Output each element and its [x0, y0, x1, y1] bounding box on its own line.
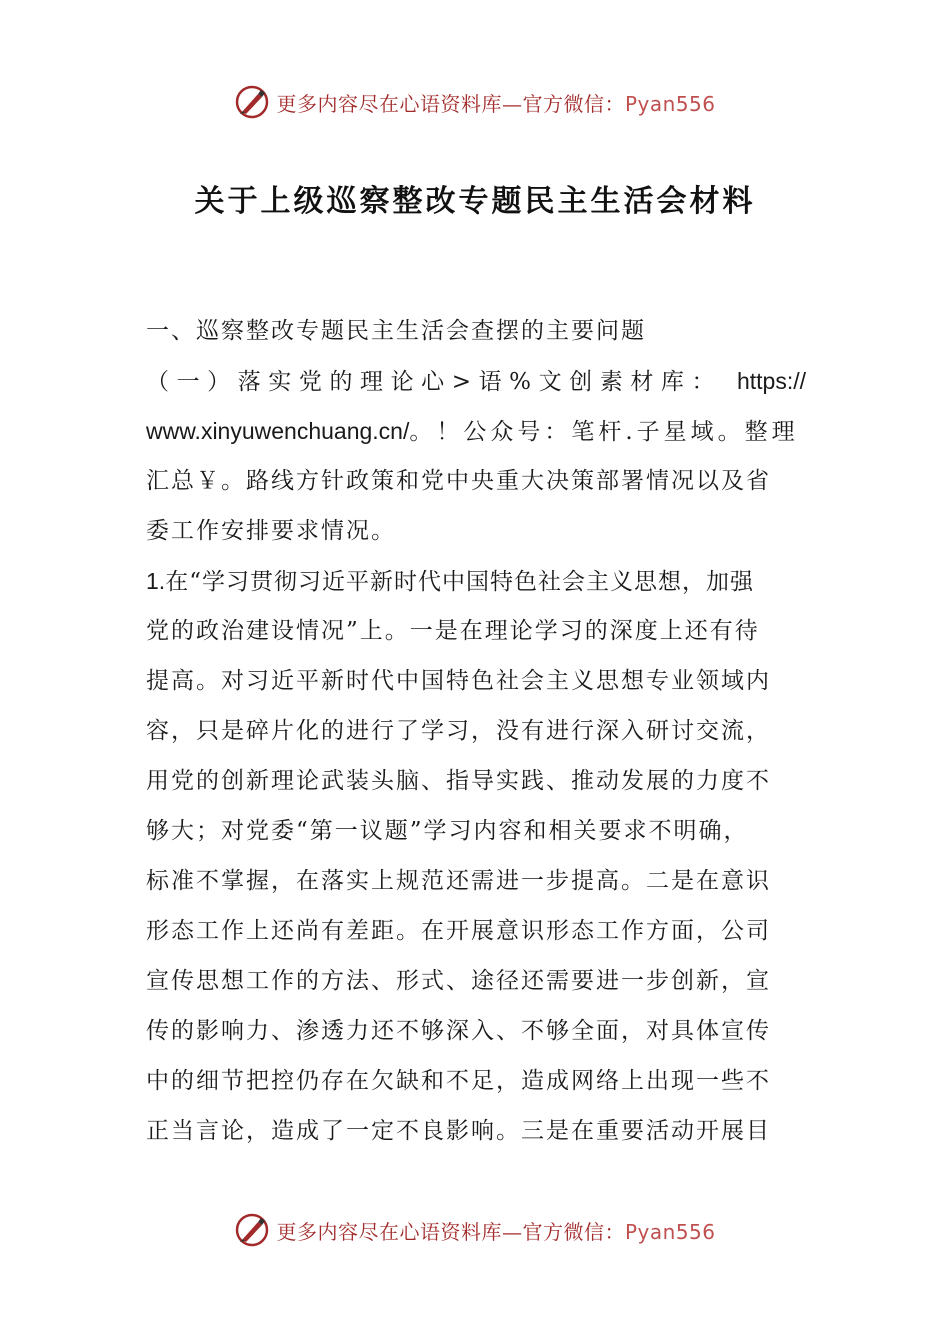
- header-banner-text: [276, 88, 715, 117]
- paragraph-line: 标准不掌握，在落实上规范还需进一步提高。二是在意识: [146, 868, 771, 894]
- section-heading: 一、巡察整改专题民主生活会查摆的主要问题: [146, 318, 646, 344]
- text-run: 。！公众号：笔杆.子星域。整理: [409, 419, 799, 445]
- paragraph-line: 传的影响力、渗透力还不够深入、不够全面，对具体宣传: [146, 1018, 771, 1044]
- pen-logo-icon: [234, 1212, 270, 1248]
- paragraph-line: 形态工作上还尚有差距。在开展意识形态工作方面，公司: [146, 918, 771, 944]
- text-run: （一）落实党的理论心>语%文创素材库：: [146, 369, 723, 395]
- paragraph-line: [146, 406, 806, 456]
- paragraph-line: 党的政治建设情况”上。一是在理论学习的深度上还有待: [146, 618, 760, 644]
- document-body: [146, 306, 806, 1156]
- header-wechat-id: Pyan556: [624, 91, 716, 116]
- paragraph-line: [146, 356, 806, 406]
- footer-banner-text: [276, 1216, 715, 1245]
- paragraph-line: 提高。对习近平新时代中国特色社会主义思想专业领域内: [146, 668, 771, 694]
- paragraph-line: [146, 556, 806, 606]
- paragraph-line: 用党的创新理论武装头脑、指导实践、推动发展的力度不: [146, 768, 771, 794]
- footer-banner-label: 更多内容尽在心语资料库—官方微信：: [276, 1219, 625, 1244]
- paragraph-line: 汇总￥。路线方针政策和党中央重大决策部署情况以及省: [146, 468, 771, 494]
- list-number: 1.: [146, 568, 166, 594]
- footer-wechat-id: Pyan556: [624, 1219, 716, 1244]
- paragraph-line: 容，只是碎片化的进行了学习，没有进行深入研讨交流，: [146, 718, 771, 744]
- page-title: 关于上级巡察整改专题民主生活会材料: [194, 184, 756, 219]
- paragraph-line: 委工作安排要求情况。: [146, 518, 396, 544]
- paragraph-line: 中的细节把控仍存在欠缺和不足，造成网络上出现一些不: [146, 1068, 771, 1094]
- footer-banner: [0, 1208, 950, 1252]
- paragraph-line: 正当言论，造成了一定不良影响。三是在重要活动开展目: [146, 1118, 771, 1144]
- header-banner-label: 更多内容尽在心语资料库—官方微信：: [276, 91, 625, 116]
- url-text: www.xinyuwenchuang.cn/: [146, 418, 410, 444]
- text-run: 在“学习贯彻习近平新时代中国特色社会主义思想，加强: [165, 569, 754, 595]
- header-banner: [0, 80, 950, 124]
- pen-logo-icon: [234, 84, 270, 120]
- paragraph-line: 够大；对党委“第一议题”学习内容和相关要求不明确，: [146, 818, 749, 844]
- paragraph-line: 宣传思想工作的方法、形式、途径还需要进一步创新，宣: [146, 968, 771, 994]
- url-fragment: https://: [736, 368, 806, 394]
